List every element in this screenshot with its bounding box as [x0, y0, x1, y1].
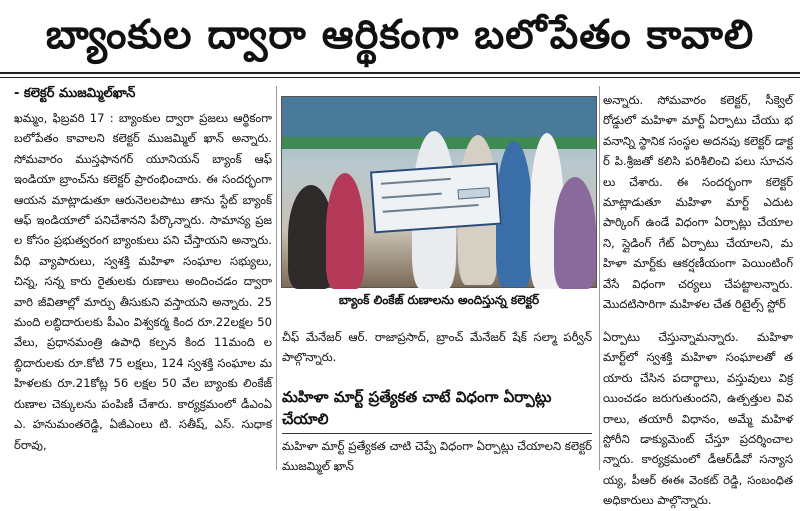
column-middle-top	[282, 327, 592, 383]
cheque-line	[383, 204, 479, 213]
paragraph-middle-bottom: మహిళా మార్ట్ ప్రత్యేకత చాటి చెప్పే విధంగా ఏర్పాట్లు చేయాలని కలెక్టర్ ముజమ్మిల్ ఖాన్	[282, 439, 592, 474]
subheading: మహిళా మార్ట్ ప్రత్యేకత చాటే విధంగా ఏర్పాట్లు చేయాలి	[282, 388, 552, 428]
column-right-bottom	[603, 327, 793, 508]
photo-caption: బ్యాంక్ లింకేజ్ రుణాలను అందిస్తున్న కలెక్టర్	[281, 290, 597, 310]
column-right	[603, 90, 793, 315]
cheque-board	[370, 163, 502, 234]
paragraph-middle-top: చీఫ్ మేనేజర్ ఆర్. రాజాప్రసాద్, బ్రాంచ్ మేనేజర్ షేక్ సల్మా పర్వీన్ పాల్గొన్నారు.	[282, 330, 592, 365]
photo-person	[554, 177, 596, 289]
column-left	[14, 108, 272, 470]
subheading-rule	[282, 433, 592, 434]
column-middle-bottom	[282, 436, 592, 472]
photo-person	[496, 141, 532, 287]
cheque-line	[382, 193, 442, 199]
byline: - కలెక్టర్ ముజమ్మిల్‌ఖాన్	[14, 86, 136, 101]
headline-rule-thin	[0, 77, 800, 78]
column-divider	[276, 86, 277, 470]
column-divider	[599, 86, 600, 470]
photo-person	[326, 173, 364, 289]
headline-rule	[0, 72, 800, 74]
paragraph-left: ఖమ్మం, ఫిబ్రవరి 17 : బ్యాంకుల ద్వారా ప్రజలు ఆర్థికంగా బలోపేతం కావాలని కలెక్టర్ ముజమ్మిల్ ఖాన్ అన్నారు. సోమవారం ముస్తఫానగర్ యూనియన్ బ్యాంక్ ఆఫ్ ఇండియా బ్రాంచ్‌ను కలెక్టర్ ప్రారంభించారు. ఈ సందర్భంగా ఆయన మాట్లాడుతూ ఆరునెలలపాటు తాను స్టేట్ బ్యాంక్ ఆఫ్ ఇండియాలో పనిచేశానని పేర్కొన్నారు. సామాన్య ప్రజల కోసం ప్రభుత్వరంగ బ్యాంకులు పని చేస్తాయని అన్నారు. వీధి వ్యాపారులు, స్వశక్తి మహిళా సంఘాల సభ్యులు, చిన్న, సన్న కారు రైతులకు రుణాలు అందించడం ద్వారా వారి జీవితాల్లో మార్పు తీసుకుని వస్తాయని అన్నారు. 25మంది లబ్ధిదారులకు పీఎం విశ్వకర్మ కింద రూ.22లక్షల 50 వేలు, ప్రధానమంత్రి ఉపాధి కల్పన కింద 11మంది లబ్ధిదారులకు రూ.కోటి 75 లక్షలు, 124 స్వశక్తి సంఘాల మహిళలకు రూ.21కోట్ల 56 లక్షల 50 వేల బ్యాంకు లింకేజ్ రుణాల చెక్కులను పంపిణీ చేశారు. కార్యక్రమంలో డీఎంఏ ఎ. హనుమంతరెడ్డి, ఏజీఎంలు టి. సతీష్, ఎస్. సుధాకర్‌రావు,	[14, 111, 272, 452]
headline: బ్యాంకుల ద్వారా ఆర్థికంగా బలోపేతం కావాలి	[45, 12, 755, 58]
news-photo	[281, 96, 597, 288]
paragraph-right-bottom: ఏర్పాటు చేస్తున్నామన్నారు. మహిళా మార్ట్‌లో స్వశక్తి మహిళా సంఘాలతో తయారు చేసిన పదార్థాలు, వస్తువులు విక్రయించడం జరుగుతుందని, ఉత్పత్తుల వివరాలు, తయారీ విధానం, అమ్మే మహిళ స్టోరీని డాక్యుమెంట్ చేస్తూ ప్రదర్శించాలన్నారు. కార్యక్రమంలో డీఆర్‌డీవో సన్యాసయ్య, పీఆర్ ఈఈ వెంకట్ రెడ్డి, సంబంధిత అధికారులు పాల్గొన్నారు.	[603, 330, 793, 508]
paragraph-right: అన్నారు. సోమవారం కలెక్టర్, సీక్వెల్ రోడ్డులో మహిళా మార్ట్ ఏర్పాటు చేయు భవనాన్ని స్థానిక సంస్థల అదనపు కలెక్టర్ డాక్టర్ పి.శ్రీజతో కలిసి పరిశీలించి పలు సూచనలు చేశారు. ఈ సందర్భంగా కలెక్టర్ మాట్లాడుతూ మహిళా మార్ట్ ఎదుట పార్కింగ్ ఉండే విధంగా ఏర్పాట్లు చేయాలని, స్లైడింగ్ గేట్ ఏర్పాటు చేయాలని, మహిళా మార్ట్‌కు ఆకర్షణీయంగా పెయింటింగ్ వేసే విధంగా చర్యలు చేపట్టాలన్నారు. మొదటిసారిగా మహిళల చేత రిటైల్స్ స్టోర్	[603, 93, 793, 312]
cheque-amount-box	[457, 187, 490, 199]
cheque-line	[381, 178, 451, 185]
